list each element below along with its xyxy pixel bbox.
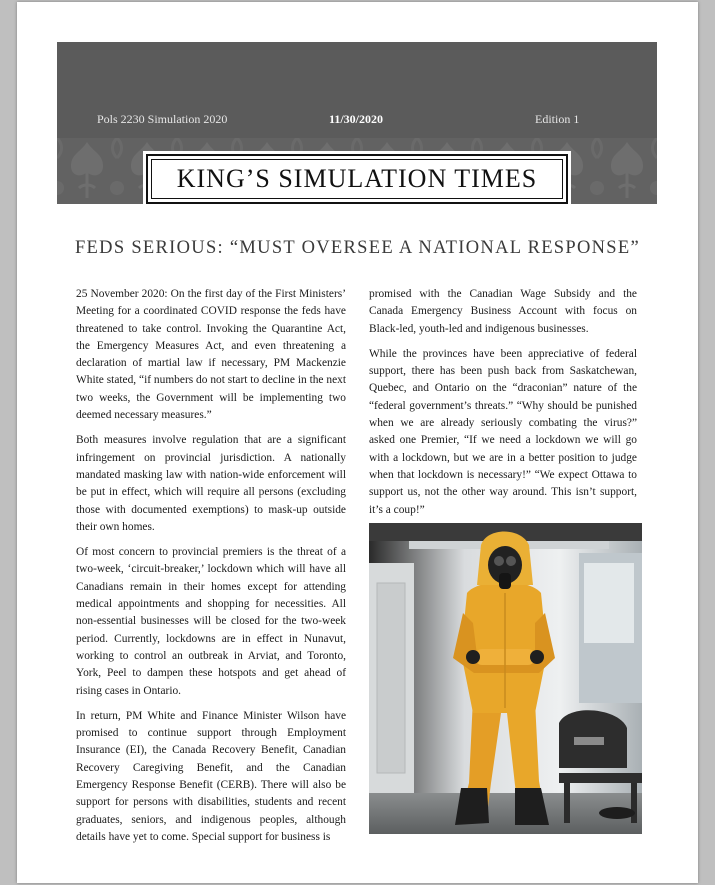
paragraph: Of most concern to provincial premiers is the threat of a two-week, ‘circuit-breaker,’ lockdown which will have all Canadians remain in their homes except for attending medical appointments and shopping for necessities. All non-essential businesses will be closed for the two-week period. Currently, lockdowns are in effect in Nunavut, working to control an outbreak in Arviat, and Toronto, York, Peel to dampen these hotspots and get ahead of rising cases in Ontario. bbox=[76, 546, 346, 697]
course-label: Pols 2230 Simulation 2020 bbox=[97, 112, 228, 126]
paragraph: Both measures involve regulation that are a significant infringement on provincial jurisdiction. A nationally mandated masking law with nation-wide enforcement will be put in effect, which will require all persons (excluding those with documented exemptions) to mask-up outside their own homes. bbox=[76, 434, 346, 533]
paragraph: While the provinces have been appreciative of federal support, there has been push back from Saskatchewan, Quebec, and Ontario on the “draconian” nature of the “federal government’s threats.” “Why should be punished when we are already seriously combating the virus?” asked one Premier, “If we need a lockdown we will go with a lockdown, but we are in a better position to judge when that lockdown is necessary!” “We expect Ottawa to support us, not the other way around. This isn’t support, it’s a coup!” bbox=[369, 347, 637, 516]
newspaper-title: KING’S SIMULATION TIMES bbox=[151, 159, 563, 199]
edition-label: Edition 1 bbox=[535, 112, 580, 126]
article-headline: FEDS SERIOUS: “MUST OVERSEE A NATIONAL RESPONSE” bbox=[74, 238, 641, 258]
issue-date: 11/30/2020 bbox=[329, 112, 384, 126]
title-box bbox=[146, 154, 568, 204]
paragraph: promised with the Canadian Wage Subsidy and the Canada Emergency Business Account with focus on Black-led, youth-led and indigenous businesses. bbox=[369, 288, 637, 335]
paragraph: 25 November 2020: On the first day of the First Ministers’ Meeting for a coordinated COVID response the feds have threatened to take control. Invoking the Quarantine Act, the Emergency Measures Act, and even threatening a declaration of martial law if necessary, PM Mackenzie White stated, “if numbers do not start to decline in the next two weeks, the Government will be implementing two deemed necessary measures.” bbox=[76, 288, 346, 422]
article-column-2 bbox=[369, 286, 637, 527]
newspaper-page bbox=[17, 2, 698, 883]
article-column-1 bbox=[76, 286, 346, 854]
hazmat-suit-photo bbox=[369, 523, 642, 834]
paragraph: In return, PM White and Finance Minister Wilson have promised to continue support through Employment Insurance (EI), the Canada Recovery Benefit, Canadian Recovery Caregiving Benefit, and the Canadian Emergency Response Benefit (CERB). There will also be support for persons with disabilities, students and recent graduates, seniors, and indigenous peoples, although details have yet to come. Special support for business is bbox=[76, 709, 346, 843]
masthead bbox=[57, 42, 657, 204]
